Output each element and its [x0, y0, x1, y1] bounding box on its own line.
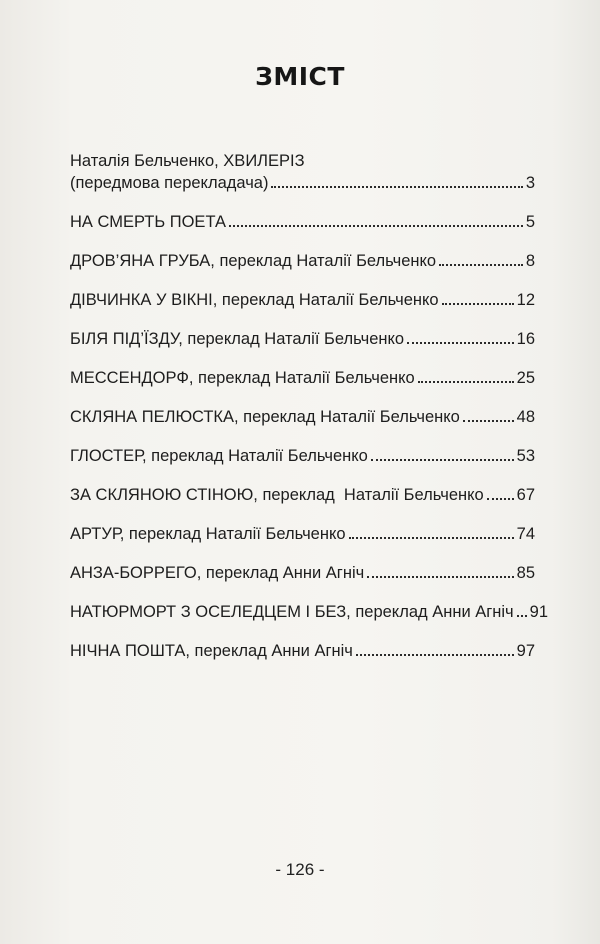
toc-entry-title: АНЗА-БОРРЕГО, переклад Анни Агніч	[70, 564, 365, 582]
dot-leader	[463, 420, 514, 422]
toc-entry-line	[70, 523, 535, 545]
toc-entry-title: ГЛОСТЕР, переклад Наталії Бельченко	[70, 447, 368, 465]
toc-entry-page: 91	[529, 603, 549, 621]
toc-entry-line	[70, 562, 535, 584]
toc-entry-line	[70, 601, 549, 623]
toc-entry	[70, 250, 535, 272]
toc-entry	[70, 406, 535, 428]
toc-entry	[70, 562, 535, 584]
dot-leader	[442, 303, 514, 305]
toc-entry-pre: Наталія Бельченко, ХВИЛЕРІЗ	[70, 152, 305, 170]
toc-entry	[70, 484, 535, 506]
toc-entry-line	[70, 172, 535, 194]
toc-entry-line	[70, 484, 535, 506]
toc-entry	[70, 328, 535, 350]
dot-leader	[356, 654, 514, 656]
toc-entry-line	[70, 328, 535, 350]
dot-leader	[367, 576, 513, 578]
toc-entry	[70, 601, 549, 623]
toc-entry-page: 8	[525, 252, 535, 270]
toc-entry-title: НАТЮРМОРТ З ОСЕЛЕДЦЕМ І БЕЗ, переклад Анни Агніч	[70, 603, 514, 621]
toc-entry-line	[70, 445, 535, 467]
toc-entry-title: ДРОВ’ЯНА ГРУБА, переклад Наталії Бельченко	[70, 252, 437, 270]
toc-entry-title: ДІВЧИНКА У ВІКНІ, переклад Наталії Бельченко	[70, 291, 439, 309]
toc-entry-page: 67	[516, 486, 535, 504]
toc-entry-page: 12	[516, 291, 535, 309]
toc-entry-title: МЕССЕНДОРФ, переклад Наталії Бельченко	[70, 369, 415, 387]
toc-entry-title: ЗА СКЛЯНОЮ СТІНОЮ, переклад Наталії Бельченко	[70, 486, 484, 504]
dot-leader	[271, 186, 522, 188]
dot-leader	[229, 225, 523, 227]
toc-entry	[70, 150, 535, 194]
dot-leader	[439, 264, 523, 266]
dot-leader	[487, 498, 514, 500]
toc-entry-page: 16	[516, 330, 535, 348]
toc-entry-title: (передмова перекладача)	[70, 174, 269, 192]
toc-entry	[70, 367, 535, 389]
toc-entry	[70, 211, 535, 233]
toc-entry	[70, 445, 535, 467]
toc-entry-line	[70, 211, 535, 233]
toc-entry	[70, 523, 535, 545]
toc-entry-title: НА СМЕРТЬ ПОЕТА	[70, 213, 226, 231]
toc-entry-page: 53	[516, 447, 535, 465]
toc-entry-page: 85	[516, 564, 535, 582]
toc-entry-title: АРТУР, переклад Наталії Бельченко	[70, 525, 346, 543]
toc-entry-title: СКЛЯНА ПЕЛЮСТКА, переклад Наталії Бельченко	[70, 408, 460, 426]
dot-leader	[349, 537, 514, 539]
dot-leader	[517, 615, 527, 617]
toc-entry-line	[70, 367, 535, 389]
toc-entry-line	[70, 250, 535, 272]
toc-entry-title: НІЧНА ПОШТА, переклад Анни Агніч	[70, 642, 353, 660]
toc-entry-line	[70, 289, 535, 311]
toc-entry-page: 5	[525, 213, 535, 231]
toc-entry-page: 3	[525, 174, 535, 192]
toc-entry	[70, 289, 535, 311]
page-title: ЗМІСТ	[255, 62, 345, 91]
toc-entry-line	[70, 406, 535, 428]
table-of-contents	[70, 150, 549, 679]
page-number-footer: - 126 -	[275, 860, 325, 879]
toc-entry-title: БІЛЯ ПІД’ЇЗДУ, переклад Наталії Бельченко	[70, 330, 405, 348]
toc-entry-page: 25	[516, 369, 535, 387]
toc-entry	[70, 640, 535, 662]
toc-entry-page: 74	[516, 525, 535, 543]
toc-entry-line	[70, 640, 535, 662]
toc-entry-page: 48	[516, 408, 535, 426]
dot-leader	[418, 381, 514, 383]
toc-entry-page: 97	[516, 642, 535, 660]
dot-leader	[371, 459, 514, 461]
dot-leader	[407, 342, 514, 344]
